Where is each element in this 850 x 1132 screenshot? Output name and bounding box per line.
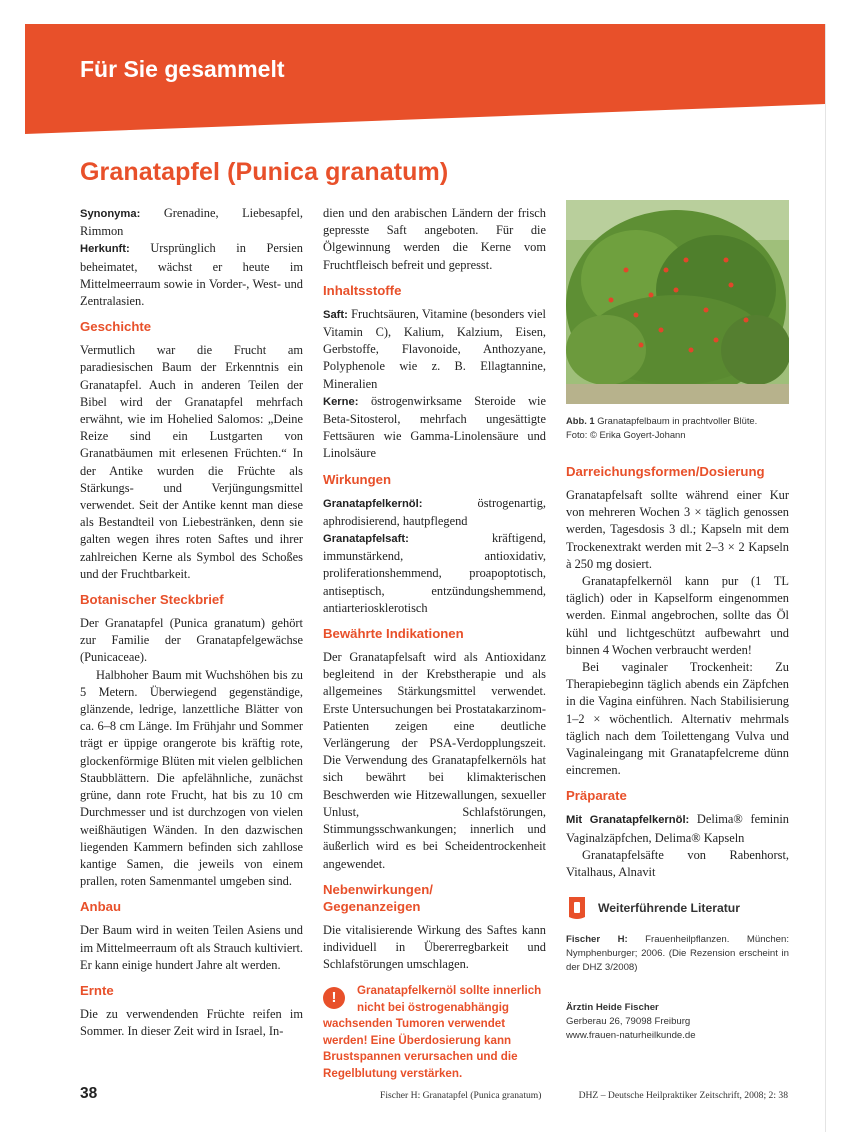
dosis-p3: Bei vaginaler Trockenheit: Zu Therapiebeginn täglich abends ein Zäpfchen in die Vagina einführen. Nach Stabilisierung 1–2 × wöchentlich. Alternativ mehrmals täglich nach dem Toilettengang Vulva und Vaginaleingang mit Granatapfelcreme dünn eincremen.	[566, 660, 789, 778]
footer-citation: Fischer H: Granatapfel (Punica granatum)	[380, 1090, 542, 1101]
indikationen-heading: Bewährte Indikationen	[323, 626, 464, 642]
darreichung-heading: Darreichungsformen/Dosierung	[566, 464, 765, 479]
steckbrief-p1: Der Granatapfel (Punica granatum) gehört zur Familie der Granatapfelgewächse (Punicaceae).	[80, 616, 303, 665]
literature-author: Fischer H:	[566, 934, 628, 946]
caption-text: Granatapfelbaum in prachtvoller Blüte.	[594, 415, 758, 426]
pomegranate-tree-photo	[566, 200, 789, 404]
ernte-text: Die zu verwendenden Früchte reifen im Sommer. In dieser Zeit wird in Israel, In-	[80, 1006, 303, 1039]
warning-line: Granatapfelkernöl sollte innerlich	[357, 984, 542, 998]
literature-text: Frauenheilpflanzen. München: Nymphenburger; 2006. (Die Rezension erscheint in der DHZ 3/2008)	[566, 934, 789, 974]
steckbrief-p2: Halbhoher Baum mit Wuchshöhen bis zu 5 Metern. Überwiegend gegenständige, glänzende, ledrige, lanzettliche Blätter von ca. 6–8 cm Länge. Im Frühjahr und Sommer trägt er üppige orangerote bis kräftig rote, glockenförmige Blüten mit vielen gelblichen Staubblättern. Die apfelähnliche, zunächst grüne, dann rote Frucht, hat bis zu 10 cm Durchmesser und ist durchzogen von vielen weißhäutigen Wänden. In den dazwischen liegenden Kammern befinden sich zahllose kantige Samen, die jeweils von einem prallen, roten Samenmantel umgeben sind.	[80, 667, 303, 889]
warning-line: Regelblutung verstärken.	[323, 1066, 463, 1080]
praeparate-text: Delima® feminin Vaginalzäpfchen, Delima® Kapseln	[566, 812, 789, 845]
saft-text: Fruchtsäuren, Vitamine (besonders viel Vitamin C), Kalium, Kalzium, Eisen, Gerbstoffe, Flavonoide, Anthozyane, Polyphenole wie z. B. Ellagtannine, Mineralien	[323, 306, 546, 391]
article-title: Granatapfel (Punica granatum)	[80, 158, 449, 186]
page-number: 38	[80, 1085, 98, 1102]
ernte-continued: dien und den arabischen Ländern der frisch gepresste Saft angeboten. Für die Ölgewinnung werden die Kerne vom Fruchtfleisch befreit und gepresst.	[323, 206, 546, 272]
praeparate-p1	[566, 811, 789, 846]
section-title: Für Sie gesammelt	[80, 56, 285, 82]
herkunft	[80, 240, 303, 310]
column-1	[80, 205, 303, 1040]
column-3	[566, 200, 789, 1043]
steckbrief-heading: Botanischer Steckbrief	[80, 592, 224, 608]
kerne-text: östrogenwirksame Steroide wie Beta-Sitosterol, mehrfach ungesättigte Fettsäuren wie Gamma-Linolensäure und Linolsäure	[323, 393, 546, 461]
wirkungen-heading: Wirkungen	[323, 471, 392, 487]
author-block	[566, 1001, 789, 1043]
synonyma	[80, 205, 303, 240]
dosis-p1: Granatapfelsaft sollte während einer Kur von mehreren Wochen 3 × täglich genossen werden, Tagesdosis 3 dl.; Kapseln mit dem Trockenextrakt werden mit 2–3 × 2 Kapseln à 250 mg dosiert.	[566, 488, 789, 571]
saft-label: Saft:	[323, 308, 348, 321]
literature-header	[566, 895, 789, 921]
synonyma-text: Grenadine, Liebesapfel, Rimmon	[80, 206, 303, 239]
photo-caption	[566, 414, 789, 428]
herkunft-label: Herkunft:	[80, 243, 130, 256]
saft2-text: kräftigend, immunstärkend, antioxidativ, proliferationshemmend, proapoptotisch, antiseptisch, entzündungshemmend, antiarteriosklerotisch	[323, 531, 546, 615]
kerne-inhalt	[323, 393, 546, 463]
author-name-text: Ärztin Heide Fischer	[566, 1002, 659, 1014]
anbau-heading: Anbau	[80, 899, 122, 915]
praeparate-p2: Granatapfelsäfte von Rabenhorst, Vitalhaus, Alnavit	[566, 847, 789, 880]
anbau-text: Der Baum wird in weiten Teilen Asiens und im Mittelmeerraum oft als Strauch kultiviert. Er kann einige hundert Jahre alt werden.	[80, 923, 303, 972]
page-edge-line	[825, 24, 826, 1132]
warning-line: Brustspannen verursachen und die	[323, 1050, 518, 1064]
oel-label: Granatapfelkernöl:	[323, 497, 423, 510]
author-name	[566, 1001, 789, 1015]
author-street: Gerberau 26, 79098 Freiburg	[566, 1016, 691, 1028]
column-2	[323, 205, 546, 1082]
literature-entry	[566, 933, 789, 975]
oel-text: östrogenartig, aphrodisierend, hautpflegend	[323, 495, 546, 528]
dosis-p2: Granatapfelkernöl kann pur (1 TL täglich) oder in Kapselform eingenommen werden. Einmal angebrochen, sollte das Öl kühl und lichtgeschützt aufbewahrt und binnen 4 Wochen verbraucht werden!	[566, 574, 789, 657]
literature-title: Weiterführende Literatur	[598, 900, 740, 915]
nebenwirkungen-text: Die vitalisierende Wirkung des Saftes kann individuell in Übererregbarkeit und Schlafstörungen umschlagen.	[323, 922, 546, 972]
warning-box	[323, 983, 546, 1082]
saft-inhalt	[323, 306, 546, 393]
inhaltsstoffe-heading: Inhaltsstoffe	[323, 282, 402, 298]
geschichte-text: Vermutlich war die Frucht am paradiesischen Baum der Erkenntnis ein Granatapfel. Auch in anderen Teilen der Bibel wird der Granatapfel mehrfach erwähnt, wie im Hohelied Salomos: „Deine Reize sind ein Lustgarten von Granatbäumen mit erlesenen Früchten.“ In der Antike wurden die Früchte als Stärkungs- und Verjüngungsmittel verwendet. Seit der Antike kennt man diese als Bestandteil von Liebestränken, denn sie galten wegen ihres roten Saftes und ihrer zahlreichen Kerne als Symbol des Schoßes und der Fruchtbarkeit.	[80, 343, 303, 581]
kerne-label: Kerne:	[323, 395, 359, 408]
praeparate-heading: Präparate	[566, 788, 627, 804]
ernte-heading: Ernte	[80, 982, 114, 998]
photo-credit: Foto: © Erika Goyert-Johann	[566, 428, 686, 440]
footer-journal: DHZ – Deutsche Heilpraktiker Zeitschrift, 2008; 2: 38	[578, 1090, 788, 1101]
author-website[interactable]: www.frauen-naturheilkunde.de	[566, 1030, 696, 1042]
praeparate-label: Mit Granatapfelkernöl:	[566, 814, 690, 827]
caption-label: Abb. 1	[566, 415, 595, 426]
warning-line: nicht bei östrogenabhängig	[357, 1000, 510, 1014]
indikationen-text: Der Granatapfelsaft wird als Antioxidanz begleitend in der Krebstherapie und als allgemeines Stärkungsmittel verwendet. Erste Untersuchungen bei Prostatakarzinom-Patienten zeigen eine deutliche Verlängerung der PSA-Verdopplungszeit. Die Verwendung des Granatapfelkernöls hat sich bewährt bei klimakterischen Beschwerden wie Hitzewallungen, sexueller Unlust, Schlafstörungen, Stimmungsschwankungen; innerlich und äußerlich wird es bei Scheidentrockenheit angewendet.	[323, 650, 546, 871]
saft-wirkung	[323, 530, 546, 617]
nebenwirkungen-heading: Nebenwirkungen/ Gegenanzeigen	[323, 881, 433, 914]
saft2-label: Granatapfelsaft:	[323, 533, 409, 546]
oel-wirkung	[323, 495, 546, 530]
warning-line: wachsenden Tumoren verwendet	[323, 1017, 506, 1031]
geschichte-heading: Geschichte	[80, 319, 152, 335]
synonyma-label: Synonyma:	[80, 208, 141, 220]
book-icon	[566, 895, 588, 921]
exclamation-icon: !	[323, 987, 345, 1009]
herkunft-text: Ursprünglich in Persien beheimatet, wächst er heute im Mittelmeerraum sowie in Vorder-, West- und Zentralasien.	[80, 241, 303, 309]
warning-line: werden! Eine Überdosierung kann	[323, 1033, 512, 1047]
